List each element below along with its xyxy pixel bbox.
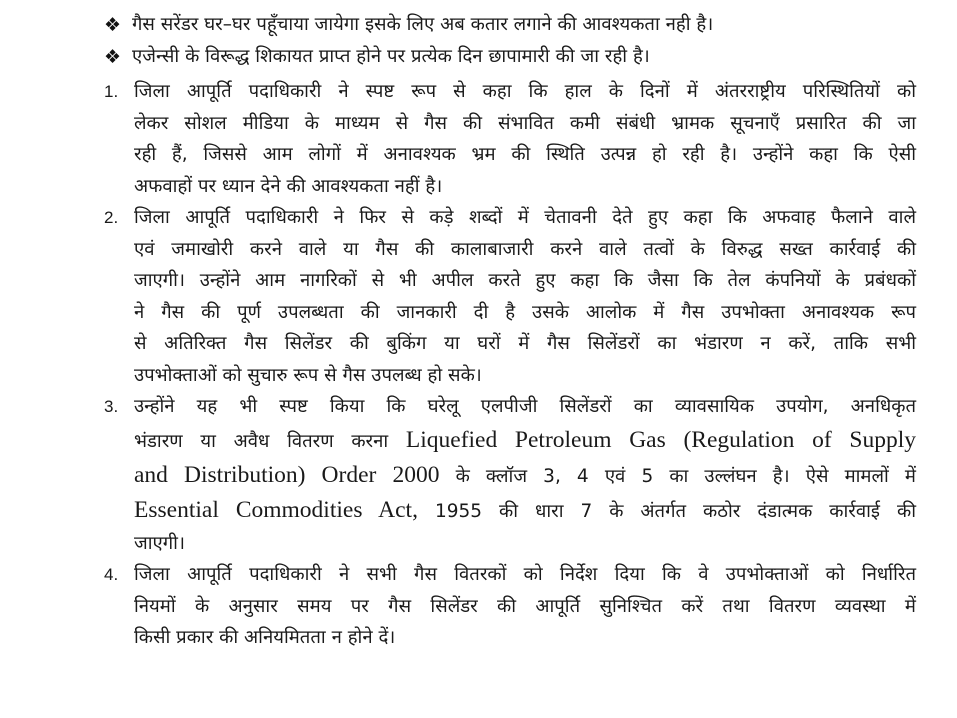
item-number: 1. — [104, 82, 119, 101]
paragraph — [134, 391, 916, 559]
paragraph-line: रही हैं, जिससे आम लोगों में अनावश्यक भ्रम की स्थिति उत्पन्न हो रही है। उन्होंने कहा कि ऐसी — [134, 144, 916, 165]
item-number: 3. — [104, 397, 119, 416]
item-number: 4. — [104, 565, 119, 584]
bullet-list — [104, 10, 916, 74]
paragraph-line — [134, 423, 916, 458]
paragraph-line: उन्होंने यह भी स्पष्ट किया कि घरेलू एलपीजी सिलेंडरों का व्यावसायिक उपयोग, अनधिकृत — [134, 396, 916, 417]
paragraph-line: नियमों के अनुसार समय पर गैस सिलेंडर की आपूर्ति सुनिश्चित करें तथा वितरण व्यवस्था में — [134, 595, 916, 617]
paragraph-line: जिला आपूर्ति पदाधिकारी ने सभी गैस वितरकों को निर्देश दिया कि वे उपभोक्ताओं को निर्धारित — [134, 564, 916, 585]
hindi-text: 1955 की धारा 7 के अंतर्गत कठोर दंडात्मक कार्रवाई की — [434, 500, 916, 522]
bullet-text: एजेन्सी के विरूद्ध शिकायत प्राप्त होने पर प्रत्येक दिन छापामारी की जा रही है। — [132, 46, 650, 67]
paragraph-line: लेकर सोशल मीडिया के माध्यम से गैस की संभावित कमी संबंधी भ्रामक सूचनाएँ प्रसारित की जा — [134, 112, 916, 134]
list-item — [104, 391, 916, 559]
bullet-item — [104, 10, 916, 42]
item-number: 2. — [104, 208, 119, 227]
numbered-list — [104, 76, 916, 654]
paragraph-line: जाएगी। उन्होंने आम नागरिकों से भी अपील करते हुए कहा कि जैसा कि तेल कंपनियों के प्रबंधकों — [134, 270, 916, 291]
paragraph-line: जिला आपूर्ति पदाधिकारी ने स्पष्ट रूप से कहा कि हाल के दिनों में अंतरराष्ट्रीय परिस्थितियों को — [134, 81, 916, 102]
paragraph-line: एवं जमाखोरी करने वाले या गैस की कालाबाजारी करने वाले तत्वों के विरुद्ध सख्त कार्रवाई की — [134, 238, 916, 260]
paragraph — [134, 559, 916, 654]
bullet-text: गैस सरेंडर घर–घर पहूँचाया जायेगा इसके लिए अब कतार लगाने की आवश्यकता नही है। — [132, 14, 714, 35]
english-text: Essential Commodities Act, — [134, 496, 418, 523]
paragraph-line: उपभोक्ताओं को सुचारु रूप से गैस उपलब्ध हो सके। — [134, 364, 482, 386]
diamond-bullet-icon: ❖ — [104, 46, 122, 68]
list-item — [104, 76, 916, 202]
paragraph — [134, 76, 916, 202]
paragraph-line: से अतिरिक्त गैस सिलेंडर की बुकिंग या घरों में गैस सिलेंडरों का भंडारण न करें, ताकि सभी — [134, 333, 916, 354]
paragraph-line: ने गैस की पूर्ण उपलब्धता की जानकारी दी है उसके आलोक में गैस उपभोक्ता अनावश्यक रूप — [134, 301, 916, 323]
paragraph-line: किसी प्रकार की अनियमितता न होने दें। — [134, 627, 396, 648]
paragraph-line: जिला आपूर्ति पदाधिकारी ने फिर से कड़े शब्दों में चेतावनी देते हुए कहा कि अफवाह फैलाने वाले — [134, 207, 916, 228]
paragraph-line — [134, 458, 916, 493]
hindi-text: के क्लॉज 3, 4 एवं 5 का उल्लंघन है। ऐसे मामलों में — [455, 465, 916, 487]
list-item — [104, 559, 916, 654]
list-item — [104, 202, 916, 391]
english-text: Liquefied Petroleum Gas (Regulation of Supply — [405, 426, 916, 453]
diamond-bullet-icon: ❖ — [104, 14, 122, 36]
paragraph-line — [134, 493, 916, 528]
hindi-text: भंडारण या अवैध वितरण करना — [134, 430, 389, 452]
english-text: and Distribution) Order 2000 — [134, 461, 440, 488]
paragraph-line: जाएगी। — [134, 532, 185, 554]
paragraph-line: अफवाहों पर ध्यान देने की आवश्यकता नहीं है। — [134, 175, 443, 197]
bullet-item — [104, 42, 916, 74]
paragraph — [134, 202, 916, 391]
